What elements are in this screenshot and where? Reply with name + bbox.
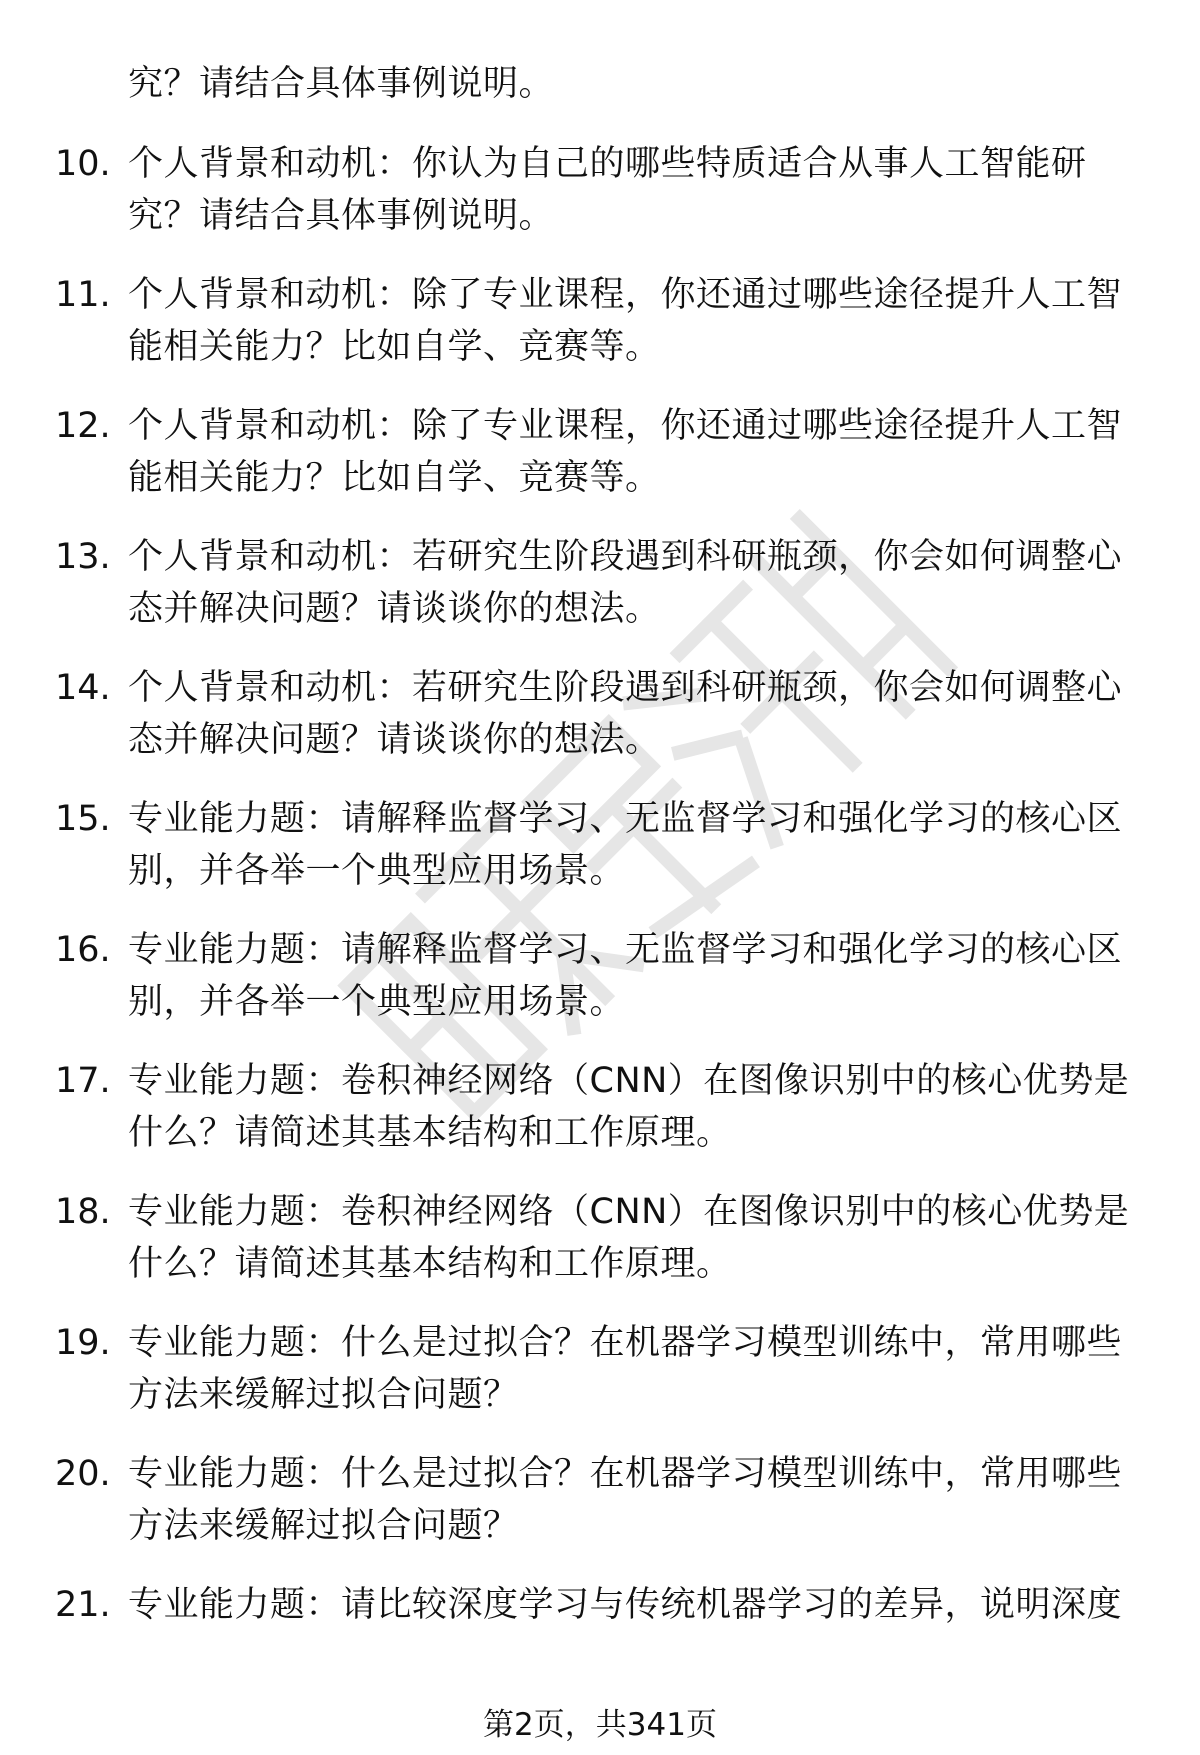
question-list [0,138,1200,1710]
question-item [0,1317,1200,1448]
question-text-line: 别，并各举一个典型应用场景。 [128,851,626,891]
question-text-line: 专业能力题：请解释监督学习、无监督学习和强化学习的核心区 [128,799,1123,839]
question-text [128,793,1158,897]
question-text-line: 个人背景和动机：你认为自己的哪些特质适合从事人工智能研 [128,144,1087,184]
question-item [0,1448,1200,1579]
question-text-line: 专业能力题：卷积神经网络（CNN）在图像识别中的核心优势是 [128,1061,1130,1101]
question-item [0,138,1200,269]
question-text [128,924,1158,1028]
question-text [128,531,1158,635]
question-number: 16. [55,930,111,970]
question-text-line: 专业能力题：什么是过拟合？在机器学习模型训练中，常用哪些 [128,1454,1123,1494]
question-item [0,400,1200,531]
question-number: 17. [55,1061,111,1101]
page-footer: 第2页，共341页 [483,1707,717,1743]
question-text-line: 态并解决问题？请谈谈你的想法。 [128,589,661,629]
question-number: 18. [55,1192,111,1232]
continuation-text: 究？请结合具体事例说明。 [128,64,555,104]
question-item [0,269,1200,400]
question-text-line: 方法来缓解过拟合问题？ [128,1375,519,1415]
question-text-line: 专业能力题：什么是过拟合？在机器学习模型训练中，常用哪些 [128,1323,1123,1363]
question-text [128,1448,1158,1552]
question-item [0,1055,1200,1186]
question-number: 12. [55,406,111,446]
question-text [128,662,1158,766]
question-text [128,400,1158,504]
question-text-line: 什么？请简述其基本结构和工作原理。 [128,1113,732,1153]
question-text-line: 个人背景和动机：若研究生阶段遇到科研瓶颈，你会如何调整心 [128,537,1123,577]
question-text-line: 专业能力题：请比较深度学习与传统机器学习的差异，说明深度 [128,1585,1123,1625]
question-number: 13. [55,537,111,577]
question-text [128,1579,1158,1631]
question-text-line: 个人背景和动机：除了专业课程，你还通过哪些途径提升人工智 [128,275,1123,315]
question-item [0,1579,1200,1710]
question-item [0,924,1200,1055]
question-number: 19. [55,1323,111,1363]
question-number: 20. [55,1454,111,1494]
question-text-line: 个人背景和动机：若研究生阶段遇到科研瓶颈，你会如何调整心 [128,668,1123,708]
question-item [0,662,1200,793]
question-text-line: 别，并各举一个典型应用场景。 [128,982,626,1022]
question-text-line: 专业能力题：请解释监督学习、无监督学习和强化学习的核心区 [128,930,1123,970]
question-text-line: 什么？请简述其基本结构和工作原理。 [128,1244,732,1284]
question-number: 21. [55,1585,111,1625]
question-item [0,793,1200,924]
question-text-line: 方法来缓解过拟合问题？ [128,1506,519,1546]
question-number: 15. [55,799,111,839]
question-text [128,269,1158,373]
question-text-line: 能相关能力？比如自学、竞赛等。 [128,327,661,367]
question-item [0,531,1200,662]
question-number: 11. [55,275,111,315]
question-text [128,1055,1158,1159]
question-number: 10. [55,144,111,184]
question-text-line: 究？请结合具体事例说明。 [128,196,555,236]
question-text [128,1317,1158,1421]
question-text-line: 个人背景和动机：除了专业课程，你还通过哪些途径提升人工智 [128,406,1123,446]
question-text [128,138,1158,242]
question-text-line: 专业能力题：卷积神经网络（CNN）在图像识别中的核心优势是 [128,1192,1130,1232]
question-text-line: 能相关能力？比如自学、竞赛等。 [128,458,661,498]
question-item [0,1186,1200,1317]
question-number: 14. [55,668,111,708]
question-text-line: 态并解决问题？请谈谈你的想法。 [128,720,661,760]
question-text [128,1186,1158,1290]
